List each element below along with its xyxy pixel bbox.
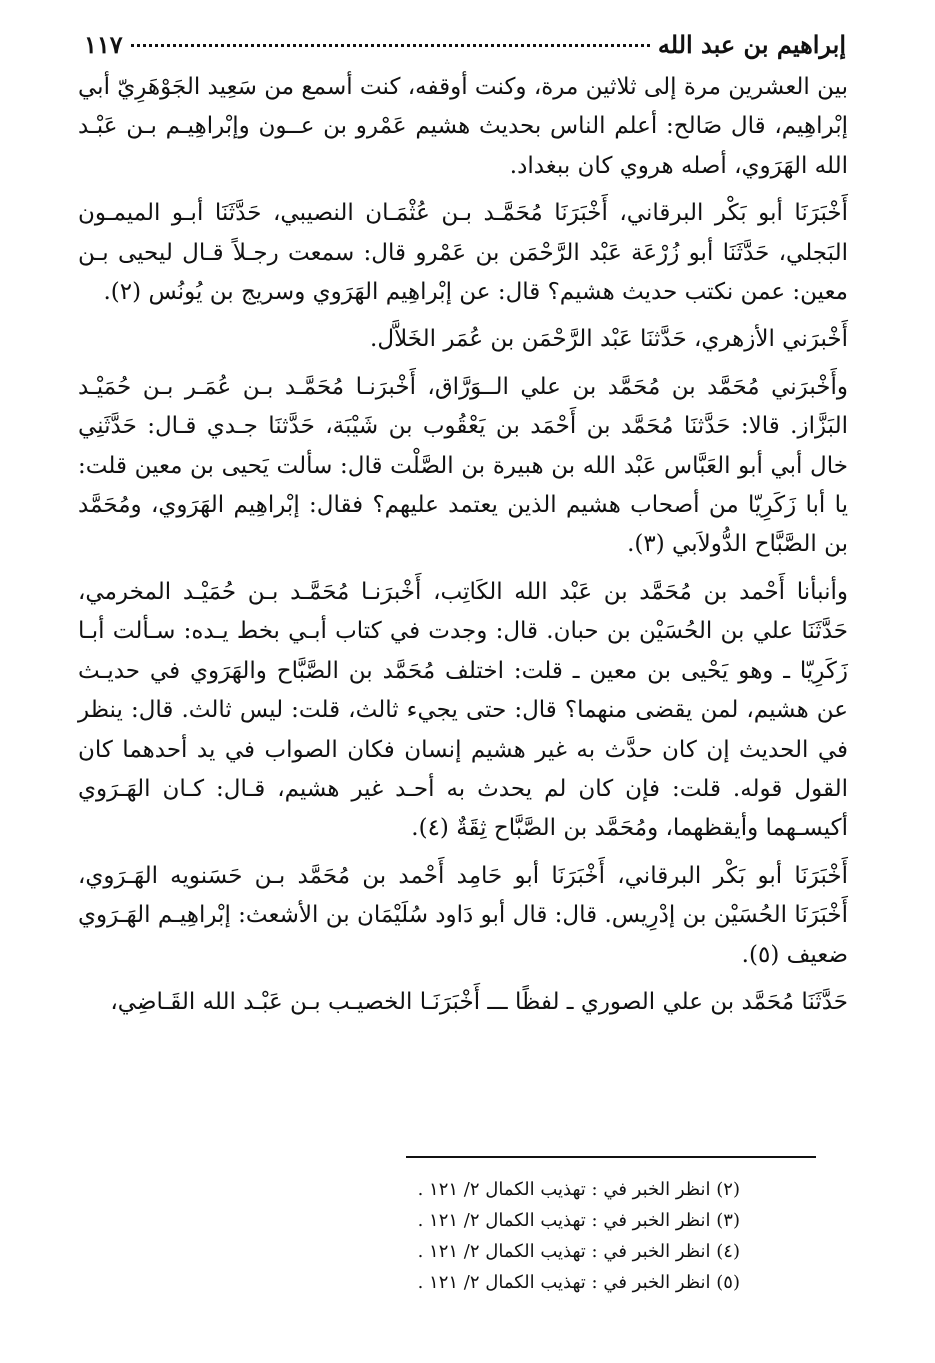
- paragraph: أَخْبَرَنَا أبو بَكْر البرقاني، أَخْبَرَنَا مُحَمَّـد بـن عُثْمَـان النصيبي، حَدَّثَنَا أبـو الميمـون البَجلي، حَدَّثَنَا أبو زُرْعَة عَبْد الرَّحْمَن بن عَمْرو قال: سمعت رجـلاً قـال ليحيى بـن معين: عمن نكتب حديث هشيم؟ قال: عن إبْراهِيم الهَرَوي وسريج بن يُونُس (٢).: [78, 200, 848, 306]
- paragraph: وأَخْبرَني مُحَمَّد بن مُحَمَّد بن علي الــوَرَّاق، أَخْبرَنـا مُحَمَّـد بـن عُمَـر بـن حُمَيْـد البَزَّاز. قالا: حَدَّثنَا مُحَمَّد بن أَحْمَد بن يَعْقُوب بن شَيْبَة، حَدَّثنَا جـدي قـال: حَدَّثَنِي خال أبي أبو العَبَّاس عَبْد الله بن هبيرة بن الصَّلْت قال: سألت يَحيى بن معين قلت: يا أبا زَكَرِيّا من أصحاب هشيم الذين يعتمد عليهم؟ فقال: إبْراهِيم الهَرَوي، ومُحَمَّد بن الصَّبَّاح الدُّولاَبي (٣).: [78, 373, 848, 558]
- paragraph: وأنبأنا أَحْمد بن مُحَمَّد بن عَبْد الله الكَاتِب، أَخْبرَنـا مُحَمَّـد بـن حُمَيْـد المخرمي، حَدَّثَنَا علي بن الحُسَيْن بن حبان. قال: وجدت في كتاب أبـي بخط يـده: سـألت أبـا زَكَرِيّا ـ وهو يَحْيى بن معين ـ قلت: اختلف مُحَمَّد بن الصَّبَّاح والهَرَوي في حديـث عن هشيم، لمن يقضى منهما؟ قال: حتى يجيء ثالث، قلت: ليس ثالث. قال: ينظر في الحديث إن كان حدَّث به غير هشيم إنسان فكان الصواب في يد أحدهما كان القول قوله. قلت: فإن كان لم يحدث به أحـد غير هشيم، قـال: كـان الهَـرَوي أكيسـهما وأيقظهما، ومُحَمَّد بن الصَّبَّاح ثِقَةٌ (٤).: [78, 578, 848, 842]
- footnote: (٢) انظر الخبر في : تهذيب الكمال ٢/ ١٢١ .: [417, 1179, 740, 1200]
- paragraph: أَخْبَرَنَا أبو بَكْر البرقاني، أَخْبَرَنَا أبو حَامِد أَحْمد بن مُحَمَّد بـن حَسَنويه الهَـرَوي، أَخْبَرَنَا الحُسَيْن بن إدْرِيس. قال: قال أبو دَاود سُلَيْمَان بن الأشعث: إبْراهِيـم الهَـرَوي ضعيف (٥).: [78, 862, 848, 968]
- page-number: ١١٧: [84, 30, 123, 59]
- footnote-separator: [406, 1156, 816, 1158]
- paragraph: أَخْبرَني الأزهري، حَدَّثنَا عَبْد الرَّحْمَن بن عُمَر الخَلاَّل.: [370, 326, 848, 353]
- header-title: إبراهيم بن عبد الله: [657, 30, 846, 59]
- header-leader-dots: [131, 44, 650, 47]
- paragraph: حَدَّثَنَا مُحَمَّد بن علي الصوري ـ لفظًا ـــ أَخْبَرَنَـا الخصيـب بـن عَبْـد الله القَـاضِي،: [110, 988, 848, 1015]
- paragraph: بين العشرين مرة إلى ثلاثين مرة، وكنت أوقفه، كنت أسمع من سَعِيد الجَوْهَرِيّ أبي إبْراهِيم، قال صَالح: أعلم الناس بحديث هشيم عَمْرو بن عــون وإبْراهِيـم بـن عَبْـد الله الهَرَوي، أصله هروي كان ببغداد.: [78, 74, 848, 179]
- footnote: (٥) انظر الخبر في : تهذيب الكمال ٢/ ١٢١ .: [417, 1272, 740, 1293]
- running-header: [84, 30, 846, 66]
- main-text: [78, 68, 848, 1030]
- footnote: (٣) انظر الخبر في : تهذيب الكمال ٢/ ١٢١ .: [417, 1210, 740, 1231]
- footnote: (٤) انظر الخبر في : تهذيب الكمال ٢/ ١٢١ .: [417, 1241, 740, 1262]
- footnotes: [300, 1174, 740, 1298]
